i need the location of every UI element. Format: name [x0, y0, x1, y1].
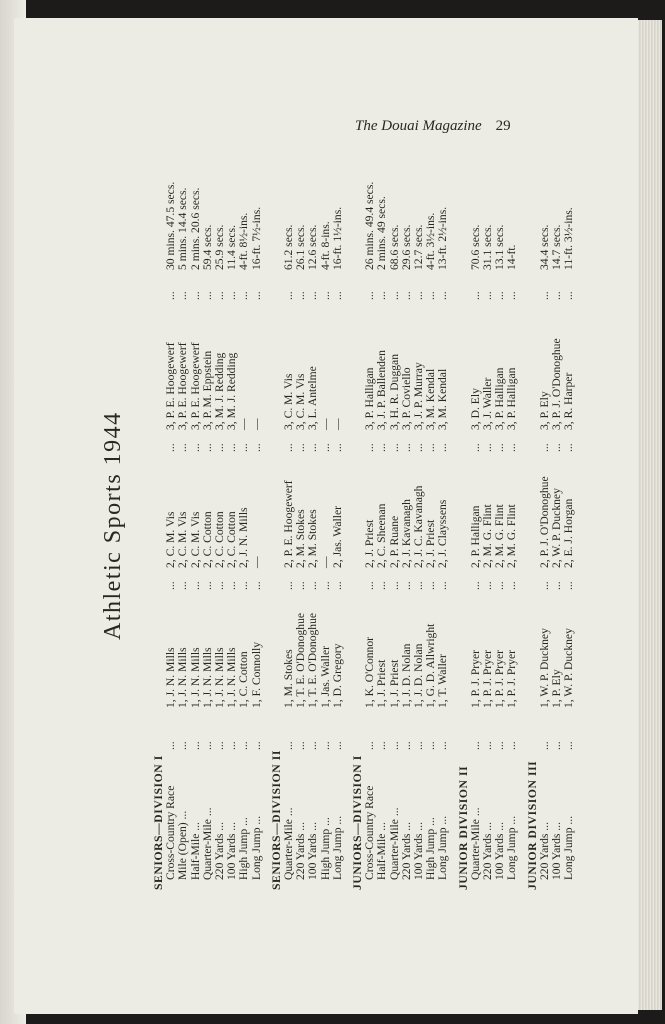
second-place: 2, C. M. Vis — [176, 511, 190, 568]
third-place: 3, P. Ely — [537, 391, 551, 430]
first-place: 1, W. P. Duckney — [537, 628, 551, 708]
event-name: 100 Yards ... — [493, 822, 507, 880]
second-place: 2, J. N. Mills — [237, 507, 251, 568]
second-place: 2, M. G. Flint — [493, 504, 507, 568]
second-place: 2, Jas. Waller — [330, 506, 344, 568]
first-place: 1, G. D. Allwright — [424, 623, 438, 708]
leader-dots: ... — [188, 741, 202, 750]
first-place: 1, M. Stokes — [282, 649, 295, 708]
result-value: 13.1 secs. — [493, 224, 507, 270]
leader-dots: ... — [318, 443, 332, 452]
third-place: 3, M. Kendal — [436, 368, 450, 430]
event-name: Long Jump ... — [249, 815, 263, 880]
second-place: 2, P. Halligan — [468, 505, 482, 568]
event-name: Long Jump ... — [330, 815, 344, 880]
event-name: 100 Yards ... — [225, 822, 239, 880]
leader-dots: ... — [387, 581, 401, 590]
second-place: 2, P. E. Hoogewerf — [282, 480, 295, 568]
results-table — [100, 130, 576, 890]
first-place: 1, J. D. Nolan — [412, 643, 425, 708]
result-value: 30 mins. 47.5 secs. — [164, 181, 178, 270]
leader-dots: ... — [481, 443, 494, 452]
first-place: 1, Jas. Waller — [318, 646, 332, 708]
event-name: 100 Yards ... — [550, 822, 563, 880]
leader-dots: ... — [225, 291, 239, 300]
leader-dots: ... — [237, 291, 251, 300]
second-place: 2, M. G. Flint — [481, 504, 494, 568]
leader-dots: ... — [537, 443, 551, 452]
result-value: 2 mins. 49 secs. — [375, 196, 389, 270]
leader-dots: ... — [176, 443, 190, 452]
leader-dots: ... — [424, 581, 438, 590]
second-place: 2, J. Clayssens — [436, 499, 450, 568]
second-place: 2, M. Stokes — [294, 509, 308, 568]
result-value: 16-ft. 1½-ins. — [330, 206, 344, 270]
leader-dots: ... — [412, 443, 425, 452]
first-place: 1, J. N. Mills — [200, 647, 214, 708]
leader-dots: ... — [176, 291, 190, 300]
leader-dots: ... — [363, 741, 377, 750]
result-value: 4-ft. 8½-ins. — [237, 212, 251, 270]
first-place: 1, W. P. Duckney — [562, 628, 576, 708]
event-name: 100 Yards ... — [306, 822, 320, 880]
leader-dots: ... — [294, 443, 308, 452]
third-place: 3, P. M. Eppstein — [200, 350, 214, 430]
third-place: — — [330, 418, 344, 430]
first-place: 1, F. Connolly — [249, 641, 263, 708]
second-place: 2, E. J. Horgan — [562, 498, 576, 568]
first-place: 1, C. Cotton — [237, 651, 251, 708]
event-name: Long Jump ... — [562, 815, 576, 880]
third-place: 3, R. Harper — [562, 372, 576, 430]
second-place: 2, J. Kavanagh — [399, 499, 413, 568]
event-name: Cross-Country Race — [363, 785, 377, 880]
third-place: — — [249, 418, 263, 430]
leader-dots: ... — [537, 581, 551, 590]
leader-dots: ... — [176, 581, 190, 590]
result-value: 26 mins. 49.4 secs. — [363, 181, 377, 270]
second-place: 2, C. M. Vis — [164, 511, 178, 568]
section-heading: SENIORS—DIVISION II — [269, 750, 283, 890]
result-value: 31.1 secs. — [481, 224, 494, 270]
leader-dots: ... — [237, 741, 251, 750]
leader-dots: ... — [164, 291, 178, 300]
event-name: High Jump ... — [237, 817, 251, 880]
leader-dots: ... — [436, 443, 450, 452]
event-name: 220 Yards ... — [481, 822, 494, 880]
leader-dots: ... — [213, 741, 226, 750]
page-number: 29 — [495, 118, 511, 134]
leader-dots: ... — [164, 741, 178, 750]
leader-dots: ... — [505, 291, 519, 300]
section-heading: JUNIOR DIVISION II — [456, 765, 470, 890]
leader-dots: ... — [306, 741, 320, 750]
leader-dots: ... — [200, 581, 214, 590]
leader-dots: ... — [294, 581, 308, 590]
leader-dots: ... — [294, 741, 308, 750]
leader-dots: ... — [412, 291, 425, 300]
leader-dots: ... — [481, 741, 494, 750]
first-place: 1, P. J. Pryer — [493, 650, 507, 708]
leader-dots: ... — [249, 291, 263, 300]
third-place: 3, M. J. Redding — [225, 352, 239, 430]
leader-dots: ... — [493, 581, 507, 590]
leader-dots: ... — [306, 443, 320, 452]
event-name: High Jump ... — [318, 817, 332, 880]
second-place: 2, M. Stokes — [306, 509, 320, 568]
leader-dots: ... — [363, 291, 377, 300]
second-place: 2, C. Sheenan — [375, 503, 389, 568]
leader-dots: ... — [399, 581, 413, 590]
leader-dots: ... — [493, 291, 507, 300]
result-value: 2 mins. 20.6 secs. — [188, 187, 202, 270]
leader-dots: ... — [363, 581, 377, 590]
event-name: High Jump ... — [424, 817, 438, 880]
result-value: 4-ft. 3½-ins. — [424, 212, 438, 270]
third-place: 3, P. Halligan — [493, 367, 507, 430]
leader-dots: ... — [468, 581, 482, 590]
event-name: Quarter-Mile ... — [200, 807, 214, 880]
leader-dots: ... — [468, 291, 482, 300]
third-place: 3, C. M. Vis — [282, 373, 295, 430]
first-place: 1, J. N. Mills — [164, 647, 178, 708]
leader-dots: ... — [213, 443, 226, 452]
section-heading: SENIORS—DIVISION I — [152, 755, 165, 890]
leader-dots: ... — [412, 741, 425, 750]
third-place: — — [237, 418, 251, 430]
result-value: 12.6 secs. — [306, 224, 320, 270]
result-value: 11-ft. 3½-ins. — [562, 207, 576, 270]
leader-dots: ... — [164, 581, 178, 590]
event-name: 220 Yards ... — [537, 822, 551, 880]
leader-dots: ... — [176, 741, 190, 750]
leader-dots: ... — [562, 741, 576, 750]
second-place: — — [249, 556, 263, 568]
leader-dots: ... — [188, 443, 202, 452]
leader-dots: ... — [200, 741, 214, 750]
second-place: 2, C. Cotton — [213, 511, 226, 568]
leader-dots: ... — [412, 581, 425, 590]
leader-dots: ... — [282, 741, 295, 750]
leader-dots: ... — [424, 443, 438, 452]
result-value: 4-ft. 8-ins. — [318, 221, 332, 270]
third-place: 3, M. Kendal — [424, 368, 438, 430]
event-name: 220 Yards ... — [294, 822, 308, 880]
page-edges — [638, 20, 662, 1010]
leader-dots: ... — [363, 443, 377, 452]
third-place: 3, J. P. Ballenden — [375, 350, 389, 430]
leader-dots: ... — [436, 291, 450, 300]
leader-dots: ... — [330, 741, 344, 750]
result-value: 61.2 secs. — [282, 224, 295, 270]
leader-dots: ... — [294, 291, 308, 300]
leader-dots: ... — [505, 741, 519, 750]
leader-dots: ... — [318, 741, 332, 750]
leader-dots: ... — [387, 443, 401, 452]
second-place: 2, J. Priest — [363, 519, 377, 568]
first-place: 1, J. D. Nolan — [399, 643, 413, 708]
first-place: 1, J. Priest — [375, 659, 389, 708]
leader-dots: ... — [225, 443, 239, 452]
first-place: 1, K. O'Connor — [363, 636, 377, 708]
leader-dots: ... — [375, 741, 389, 750]
leader-dots: ... — [562, 291, 576, 300]
leader-dots: ... — [436, 741, 450, 750]
leader-dots: ... — [481, 581, 494, 590]
leader-dots: ... — [330, 291, 344, 300]
leader-dots: ... — [249, 443, 263, 452]
third-place: 3, P. E. Hoogewerf — [164, 342, 178, 430]
event-name: Cross-Country Race — [164, 785, 178, 880]
leader-dots: ... — [550, 443, 563, 452]
section-heading: JUNIOR DIVISION III — [525, 760, 539, 890]
event-name: 100 Yards ... — [412, 822, 425, 880]
leader-dots: ... — [481, 291, 494, 300]
leader-dots: ... — [225, 741, 239, 750]
result-value: 14.7 secs. — [550, 224, 563, 270]
leader-dots: ... — [237, 443, 251, 452]
result-value: 59.4 secs. — [200, 224, 214, 270]
event-name: Long Jump ... — [436, 815, 450, 880]
event-name: 220 Yards ... — [399, 822, 413, 880]
second-place: — — [318, 556, 332, 568]
leader-dots: ... — [188, 291, 202, 300]
first-place: 1, P. J. Pryer — [505, 650, 519, 708]
page-heading: Athletic Sports 1944 — [100, 411, 126, 640]
leader-dots: ... — [375, 291, 389, 300]
section-heading: JUNIORS—DIVISION I — [351, 755, 364, 890]
leader-dots: ... — [225, 581, 239, 590]
result-value: 25.9 secs. — [213, 224, 226, 270]
leader-dots: ... — [537, 291, 551, 300]
result-value: 29.6 secs. — [399, 224, 413, 270]
leader-dots: ... — [164, 443, 178, 452]
leader-dots: ... — [399, 291, 413, 300]
leader-dots: ... — [399, 741, 413, 750]
leader-dots: ... — [493, 443, 507, 452]
leader-dots: ... — [318, 291, 332, 300]
result-value: 12.7 secs. — [412, 224, 425, 270]
third-place: 3, H. R. Duggan — [387, 354, 401, 430]
result-value: 14-ft. — [505, 244, 519, 270]
first-place: 1, J. N. Mills — [176, 647, 190, 708]
leader-dots: ... — [468, 443, 482, 452]
first-place: 1, J. N. Mills — [188, 647, 202, 708]
leader-dots: ... — [436, 581, 450, 590]
leader-dots: ... — [387, 741, 401, 750]
leader-dots: ... — [306, 581, 320, 590]
third-place: 3, P. Halligan — [505, 367, 519, 430]
event-name: Half-Mile ... — [188, 822, 202, 880]
event-name: Quarter-Mile ... — [282, 807, 295, 880]
first-place: 1, P. J. Pryer — [481, 650, 494, 708]
first-place: 1, J. N. Mills — [225, 647, 239, 708]
third-place: 3, P. Halligan — [363, 367, 377, 430]
event-name: 220 Yards ... — [213, 822, 226, 880]
leader-dots: ... — [468, 741, 482, 750]
leader-dots: ... — [282, 443, 295, 452]
event-name: Long Jump ... — [505, 815, 519, 880]
event-name: Quarter-Mile ... — [387, 807, 401, 880]
leader-dots: ... — [237, 581, 251, 590]
second-place: 2, J. C. Kavanagh — [412, 485, 425, 568]
first-place: 1, J. Priest — [387, 659, 401, 708]
first-place: 1, D. Gregory — [330, 643, 344, 708]
third-place: 3, C. M. Vis — [294, 373, 308, 430]
leader-dots: ... — [505, 581, 519, 590]
third-place: 3, L. Antelme — [306, 366, 320, 430]
first-place: 1, J. N. Mills — [213, 647, 226, 708]
leader-dots: ... — [318, 581, 332, 590]
leader-dots: ... — [330, 581, 344, 590]
leader-dots: ... — [424, 741, 438, 750]
third-place: 3, J. Waller — [481, 377, 494, 430]
first-place: 1, P. J. Pryer — [468, 650, 482, 708]
result-value: 11.4 secs. — [225, 225, 239, 270]
second-place: 2, P. J. O'Donoghue — [537, 476, 551, 568]
leader-dots: ... — [213, 291, 226, 300]
first-place: 1, T. Waller — [436, 654, 450, 708]
third-place: 3, P. J. O'Donoghue — [550, 338, 563, 430]
leader-dots: ... — [375, 443, 389, 452]
result-value: 26.1 secs. — [294, 224, 308, 270]
first-place: 1, T. E. O'Donoghue — [294, 612, 308, 708]
event-name: Quarter-Mile ... — [468, 807, 482, 880]
leader-dots: ... — [387, 291, 401, 300]
leader-dots: ... — [562, 443, 576, 452]
leader-dots: ... — [493, 741, 507, 750]
first-place: 1, P. Ely — [550, 669, 563, 708]
event-name: Mile (Open) ... — [176, 810, 190, 880]
leader-dots: ... — [550, 581, 563, 590]
second-place: 2, W. P. Duckney — [550, 488, 563, 568]
leader-dots: ... — [282, 291, 295, 300]
leader-dots: ... — [249, 581, 263, 590]
second-place: 2, M. G. Flint — [505, 504, 519, 568]
result-value: 13-ft. 2½-ins. — [436, 206, 450, 270]
second-place: 2, P. Ruane — [387, 515, 401, 568]
event-name: Half-Mile ... — [375, 822, 389, 880]
leader-dots: ... — [375, 581, 389, 590]
second-place: 2, C. Cotton — [200, 511, 214, 568]
leader-dots: ... — [562, 581, 576, 590]
leader-dots: ... — [200, 443, 214, 452]
first-place: 1, T. E. O'Donoghue — [306, 612, 320, 708]
leader-dots: ... — [282, 581, 295, 590]
third-place: 3, M. J. Redding — [213, 352, 226, 430]
leader-dots: ... — [188, 581, 202, 590]
magazine-title: The Douai Magazine — [355, 118, 482, 134]
third-place: 3, D. Ely — [468, 388, 482, 430]
result-value: 34.4 secs. — [537, 224, 551, 270]
second-place: 2, C. M. Vis — [188, 511, 202, 568]
second-place: 2, J. Priest — [424, 519, 438, 568]
leader-dots: ... — [505, 443, 519, 452]
result-value: 70.6 secs. — [468, 224, 482, 270]
leader-dots: ... — [399, 443, 413, 452]
third-place: — — [318, 418, 332, 430]
third-place: 3, J. P. Murray — [412, 362, 425, 430]
leader-dots: ... — [200, 291, 214, 300]
leader-dots: ... — [537, 741, 551, 750]
leader-dots: ... — [424, 291, 438, 300]
result-value: 68.6 secs. — [387, 224, 401, 270]
leader-dots: ... — [330, 443, 344, 452]
third-place: 3, P. Coviello — [399, 367, 413, 430]
leader-dots: ... — [550, 291, 563, 300]
leader-dots: ... — [213, 581, 226, 590]
leader-dots: ... — [306, 291, 320, 300]
second-place: 2, C. Cotton — [225, 511, 239, 568]
third-place: 3, P. E. Hoogewerf — [176, 342, 190, 430]
third-place: 3, P. E. Hoogewerf — [188, 342, 202, 430]
leader-dots: ... — [550, 741, 563, 750]
leader-dots: ... — [249, 741, 263, 750]
result-value: 5 mins. 14.4 secs. — [176, 187, 190, 270]
result-value: 16-ft. 7½-ins. — [249, 206, 263, 270]
